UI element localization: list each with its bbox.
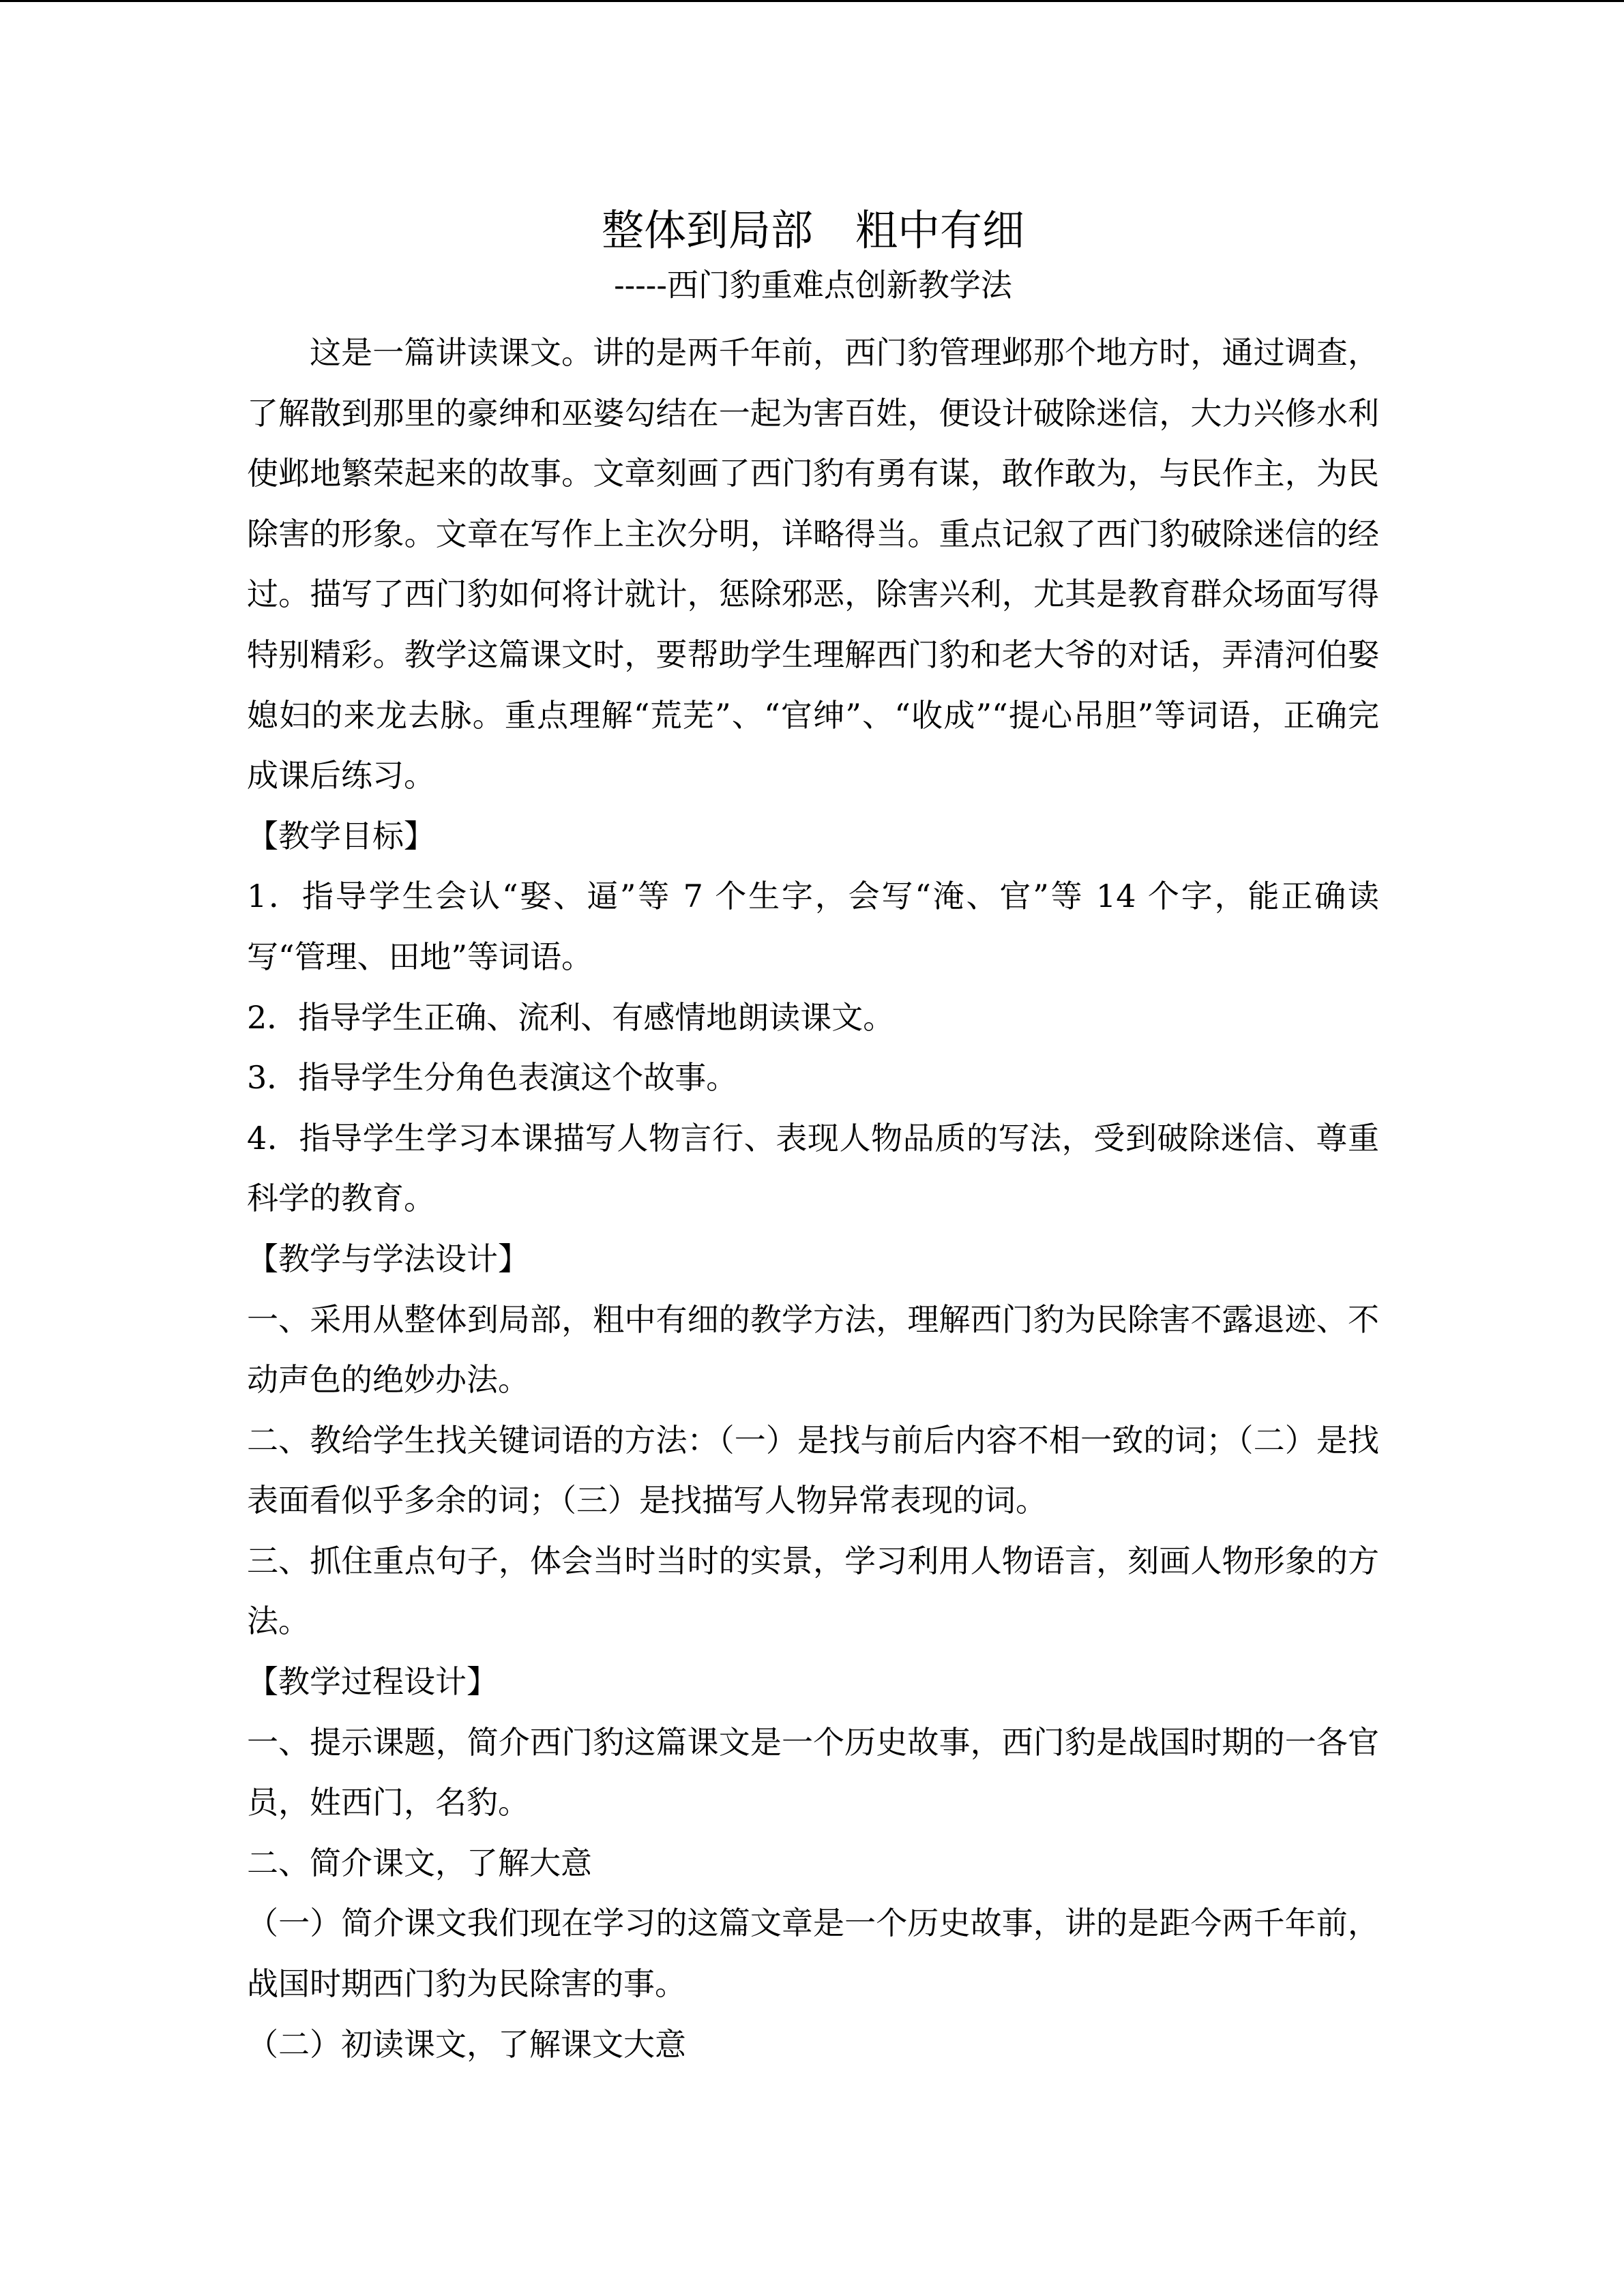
document-subtitle: -----西门豹重难点创新教学法 (614, 267, 1012, 303)
method-item-1: 一、采用从整体到局部，粗中有细的教学方法，理解西门豹为民除害不露退迹、不动声色的绝妙办法。 (247, 1300, 1379, 1399)
goal-item-2: 2．指导学生正确、流利、有感情地朗读课文。 (247, 998, 895, 1036)
process-heading: 【教学过程设计】 (247, 1663, 498, 1701)
methods-heading: 【教学与学法设计】 (247, 1240, 529, 1277)
process-item-4: （二）初读课文，了解课文大意 (247, 2025, 686, 2063)
document-title: 整体到局部 粗中有细 (601, 205, 1024, 255)
goal-item-4: 4．指导学生学习本课描写人物言行、表现人物品质的写法，受到破除迷信、尊重科学的教育。 (247, 1119, 1379, 1217)
goal-item-1: 1．指导学生会认“娶、逼”等 7 个生字，会写“淹、官”等 14 个字，能正确读写“管理、田地”等词语。 (247, 878, 1379, 975)
method-item-2: 二、教给学生找关键词语的方法：（一）是找与前后内容不相一致的词；（二）是找表面看似乎多余的词；（三）是找描写人物异常表现的词。 (247, 1421, 1379, 1519)
goals-heading: 【教学目标】 (247, 817, 435, 854)
process-item-3: （一）简介课文我们现在学习的这篇文章是一个历史故事，讲的是距今两千年前，战国时期西门豹为民除害的事。 (247, 1905, 1379, 2003)
method-item-3: 三、抓住重点句子，体会当时当时的实景，学习利用人物语言，刻画人物形象的方法。 (247, 1542, 1379, 1640)
process-item-2: 二、简介课文，了解大意 (247, 1844, 592, 1881)
intro-paragraph: 这是一篇讲读课文。讲的是两千年前，西门豹管理邺那个地方时，通过调查，了解散到那里的豪绅和巫婆勾结在一起为害百姓，便设计破除迷信，大力兴修水利使邺地繁荣起来的故事。文章刻画了西门豹有勇有谋，敢作敢为，与民作主，为民除害的形象。文章在写作上主次分明，详略得当。重点记叙了西门豹破除迷信的经过。描写了西门豹如何将计就计，惩除邪恶，除害兴利，尤其是教育群众场面写得特别精彩。教学这篇课文时，要帮助学生理解西门豹和老大爷的对话，弄清河伯娶媳妇的来龙去脉。重点理解“荒芜”、“官绅”、“收成”“提心吊胆”等词语，正确完成课后练习。 (247, 334, 1379, 794)
process-item-1: 一、提示课题，简介西门豹这篇课文是一个历史故事，西门豹是战国时期的一各官员，姓西门，名豹。 (247, 1723, 1379, 1821)
goal-item-3: 3．指导学生分角色表演这个故事。 (247, 1059, 738, 1097)
document-body (247, 200, 1379, 2074)
